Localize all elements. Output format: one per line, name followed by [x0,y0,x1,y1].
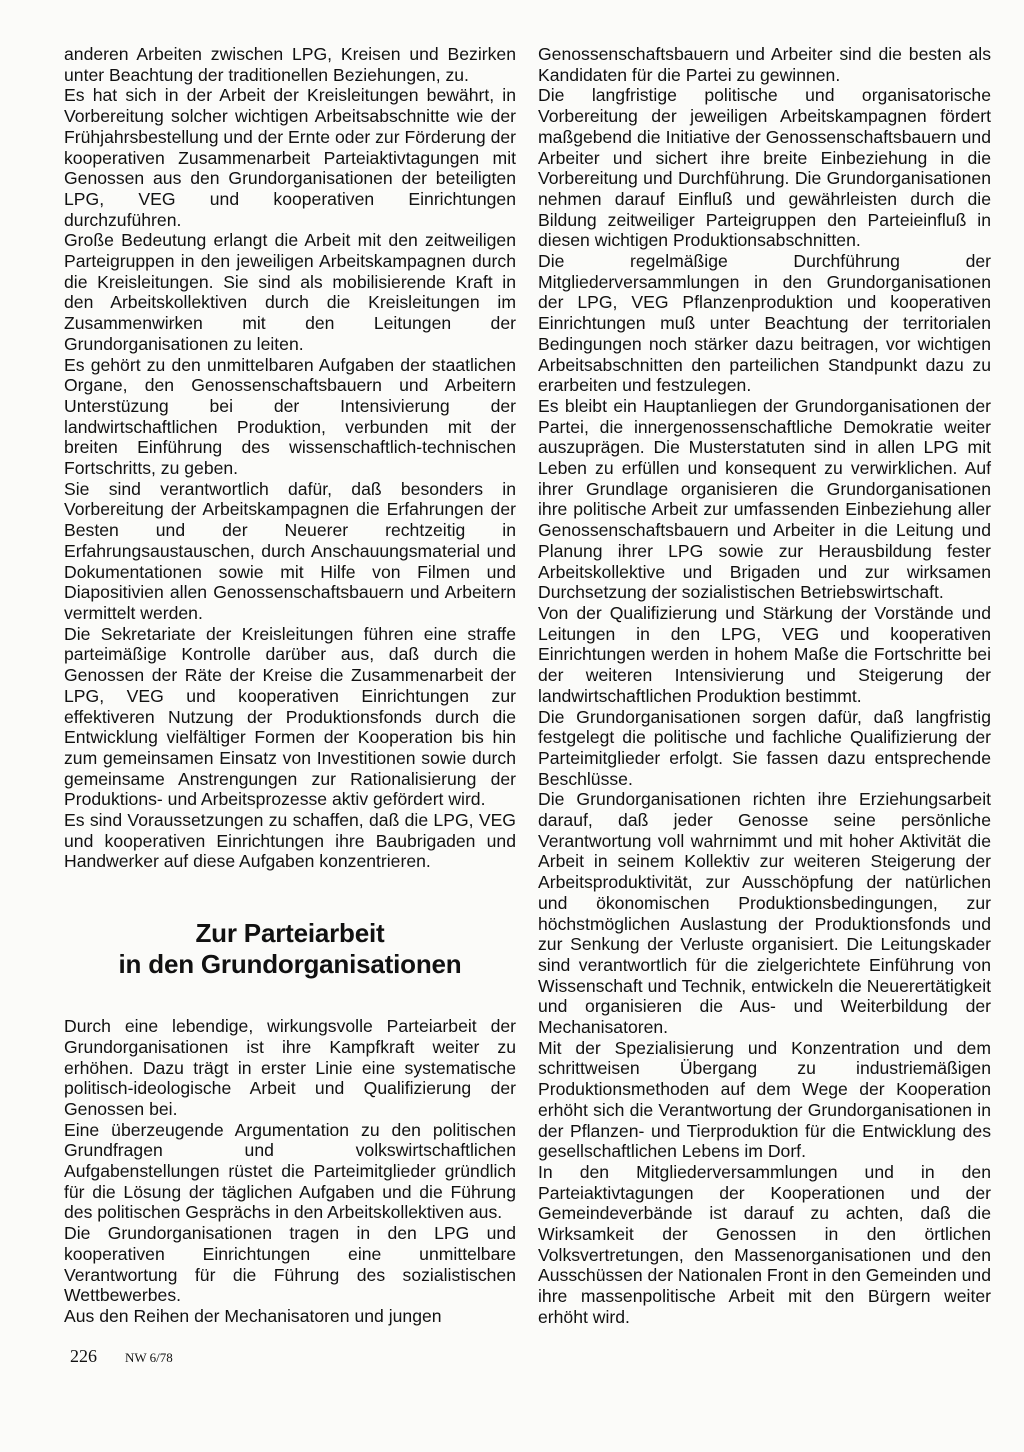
paragraph: Eine überzeugende Argumentation zu den politischen Grundfragen und volkswirtschaftlichen Aufgabenstellungen rüstet die Parteimitglieder gründlich für die Lösung der täglichen Aufgaben und die Führung des politischen Gesprächs in den Arbeitskollektiven aus. [64,1119,516,1223]
paragraph: Es gehört zu den unmittelbaren Aufgaben der staatlichen Organe, den Genossenschaftsbauern und Arbeitern Unterstüzung bei der Intensivierung der landwirtschaftlichen Produktion, verbunden mit der breiten Einführung des wissenschaftlich-technischen Fortschritts, zu geben. [64,354,516,479]
paragraph: Große Bedeutung erlangt die Arbeit mit den zeitweiligen Parteigruppen in den jeweiligen Arbeitskampagnen durch die Kreisleitungen. Sie sind als mobilisierende Kraft in den Arbeitskollektiven durch die Kreisleitungen im Zusammenwirken mit den Leitungen der Grundorganisationen zu leiten. [64,230,516,354]
paragraph: Es bleibt ein Hauptanliegen der Grundorganisationen der Partei, die innergenossenschaftliche Demokratie weiter auszuprägen. Die Musterstatuten sind in allen LPG mit Leben zu erfüllen und konsequent zu verwirklichen. Auf ihrer Grundlage organisieren die Grundorganisationen ihre politische Arbeit zur umfassenden Einbeziehung aller Genossenschaftsbauern und Arbeiter in die Leitung und Planung ihrer LPG sowie zur Herausbildung fester Arbeitskollektive und Brigaden und zur wirksamen Durchsetzung der sozialistischen Betriebswirtschaft. [538,395,991,603]
page-footer [70,1346,173,1367]
paragraph: anderen Arbeiten zwischen LPG, Kreisen und Bezirken unter Beachtung der traditionellen Beziehungen, zu. [64,44,516,85]
paragraph: Die Grundorganisationen richten ihre Erziehungsarbeit darauf, daß jeder Genosse seine persönliche Verantwortung voll wahrnimmt und mit hoher Aktivität die Arbeit in seinem Kollektiv zur weiteren Steigerung der Arbeitsproduktivität, zur Ausschöpfung der natürlichen und ökonomischen Produktionsbedingungen, zur höchstmöglichen Auslastung der Produktionsfonds und zur Senkung der Verluste organisiert. Die Leitungskader sind verantwortlich für die zielgerichtete Einführung von Wissenschaft und Technik, entwickeln die Neuerertätigkeit und organisieren die Aus- und Weiterbildung der Mechanisatoren. [538,789,991,1038]
issue-label: NW 6/78 [125,1350,173,1365]
paragraph: Sie sind verantwortlich dafür, daß besonders in Vorbereitung der Arbeitskampagnen die Erfahrungen der Besten und der Neuerer rechtzeitig in Erfahrungsaustauschen, durch Anschauungsmaterial und Dokumentationen sowie mit Hilfe von Filmen und Diapositivien allen Genossenschaftsbauern und Arbeitern vermittelt werden. [64,478,516,623]
paragraph: Durch eine lebendige, wirkungsvolle Parteiarbeit der Grundorganisationen ist ihre Kampfkraft weiter zu erhöhen. Dazu trägt in erster Linie eine systematische politisch-ideologische Arbeit und Qualifizierung der Genossen bei. [64,1016,516,1119]
paragraph: Die regelmäßige Durchführung der Mitgliederversammlungen in den Grundorganisationen der LPG, VEG Pflanzenproduktion und kooperativen Einrichtungen muß unter Beachtung der territorialen Bedingungen noch stärker dazu beitragen, vor wichtigen Arbeitsabschnitten den parteilichen Standpunkt dazu zu erarbeiten und festzulegen. [538,251,991,396]
page-number: 226 [70,1346,97,1366]
paragraph: Mit der Spezialisierung und Konzentration und dem schrittweisen Übergang zu industriemäßigen Produktionsmethoden auf dem Wege der Kooperation erhöht sich die Verantwortung der Grundorganisationen in der Pflanzen- und Tierproduktion für die Entwicklung des gesellschaftlichen Lebens im Dorf. [538,1037,991,1162]
right-text-column [538,44,991,1328]
paragraph: Genossenschaftsbauern und Arbeiter sind die besten als Kandidaten für die Partei zu gewinnen. [538,44,991,85]
paragraph: In den Mitgliederversammlungen und in den Parteiaktivtagungen der Kooperationen und der Gemeindeverbände ist darauf zu achten, daß die Wirksamkeit der Genossen in den örtlichen Volksvertretungen, den Massenorganisationen und den Ausschüssen der Nationalen Front in den Gemeinden und ihre massenpolitische Arbeit mit den Bürgern weiter erhöht wird. [538,1161,991,1327]
section-heading [64,918,516,980]
paragraph: Die Sekretariate der Kreisleitungen führen eine straffe parteimäßige Kontrolle darüber aus, daß durch die Genossen der Räte der Kreise die Zusammenarbeit der LPG, VEG und kooperativen Einrichtungen zur effektiveren Nutzung der Produktionsfonds durch die Entwicklung vielfältiger Formen der Kooperation bis hin zum gemeinsamen Einsatz von Investitionen sowie durch gemeinsame Anstrengungen zur Rationalisierung der Produktions- und Arbeitsprozesse aktiv gefördert wird. [64,623,516,810]
paragraph: Es sind Voraussetzungen zu schaffen, daß die LPG, VEG und kooperativen Einrichtungen ihre Baubrigaden und Handwerker auf diese Aufgaben konzentrieren. [64,810,516,872]
paragraph: Aus den Reihen der Mechanisatoren und jungen [64,1305,442,1326]
paragraph: Die langfristige politische und organisatorische Vorbereitung der jeweiligen Arbeitskampagnen fördert maßgebend die Initiative der Genossenschaftsbauern und Arbeiter und sichert ihre breite Einbeziehung in die Vorbereitung und Durchführung. Die Grundorganisationen nehmen darauf Einfluß und gewährleisten durch die Bildung zeitweiliger Parteigruppen den Parteieinfluß in diesen wichtigen Produktionsabschnitten. [538,85,991,251]
paragraph: Von der Qualifizierung und Stärkung der Vorstände und Leitungen in den LPG, VEG und kooperativen Einrichtungen werden in hohem Maße die Fortschritte bei der weiteren Intensivierung und Steigerung der landwirtschaftlichen Produktion bestimmt. [538,602,991,706]
section-heading-line: in den Grundorganisationen [118,949,462,980]
paragraph: Es hat sich in der Arbeit der Kreisleitungen bewährt, in Vorbereitung solcher wichtigen Arbeitsabschnitte wie der Frühjahrsbestellung und der Ernte oder zur Förderung der kooperativen Zusammenarbeit Parteiaktivtagungen mit Genossen aus den Grundorganisationen der beteiligten LPG, VEG und kooperativen Einrichtungen durchzuführen. [64,85,516,230]
paragraph: Die Grundorganisationen tragen in den LPG und kooperativen Einrichtungen eine unmittelbare Verantwortung für die Führung des sozialistischen Wettbewerbes. [64,1223,516,1306]
paragraph: Die Grundorganisationen sorgen dafür, daß langfristig festgelegt die politische und fachliche Qualifizierung der Parteimitglieder erfolgt. Sie fassen dazu entsprechende Beschlüsse. [538,706,991,789]
section-heading-line: Zur Parteiarbeit [195,918,385,949]
left-text-column [64,44,516,1327]
